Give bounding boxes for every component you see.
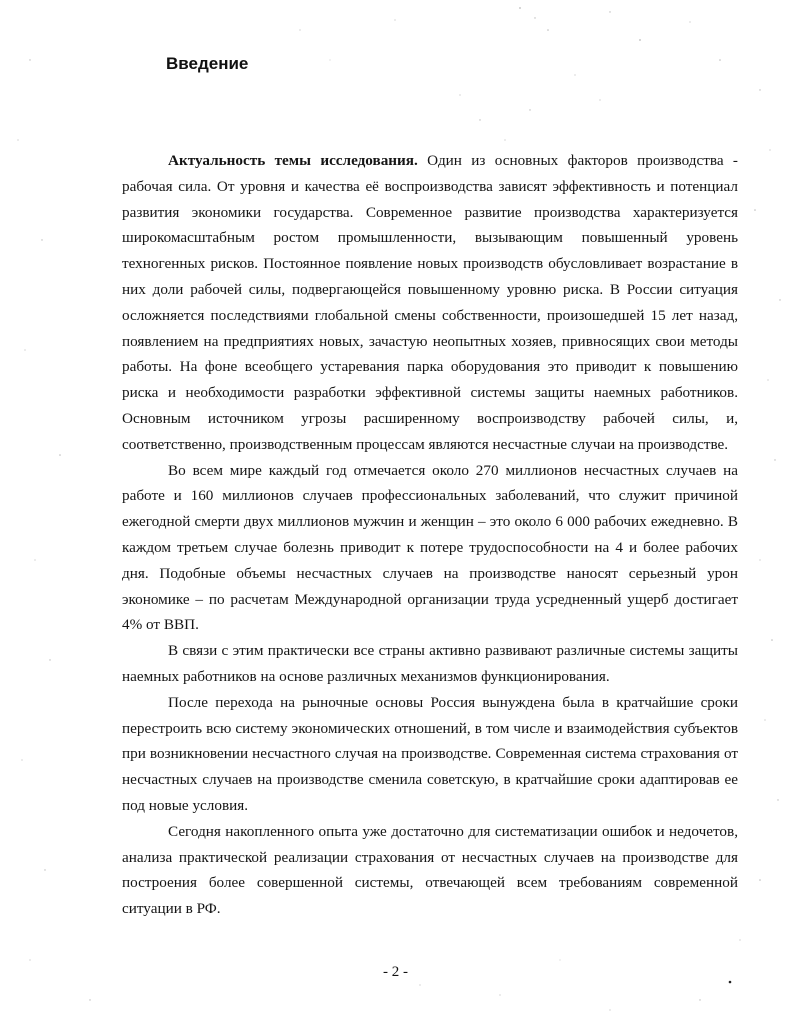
paragraph-4-text: После перехода на рыночные основы Россия вынуждена была в кратчайшие сроки перестроить всю систему экономических отношений, в том числе и взаимодействия субъектов при возникновении несчастного случая на производстве. Современная система страхования от несчастных случаев на производстве сменила советскую, в кратчайшие сроки адаптировав ее под новые условия. <box>122 693 738 814</box>
paragraph-2 <box>122 458 738 639</box>
paragraph-1-lead: Актуальность темы исследования. <box>168 152 418 169</box>
page-number: - 2 - <box>383 964 408 980</box>
page-title: Введение <box>166 54 249 73</box>
paragraph-2-text: Во всем мире каждый год отмечается около 270 миллионов несчастных случаев на работе и 160 миллионов случаев профессиональных заболеваний, что служит причиной ежегодной смерти двух миллионов мужчин и женщин – это около 6 000 рабочих ежедневно. В каждом третьем случае болезнь приводит к потере трудоспособности на 4 и более рабочих дня. Подобные объемы несчастных случаев на производстве наносят серьезный урон экономике – по расчетам Международной организации труда усредненный ущерб достигает 4% от ВВП. <box>122 461 738 634</box>
paragraph-3-text: В связи с этим практически все страны активно развивают различные системы защиты наемных работников на основе различных механизмов функционирования. <box>122 642 738 685</box>
paragraph-5-text: Сегодня накопленного опыта уже достаточно для систематизации ошибок и недочетов, анализа практической реализации страхования от несчастных случаев на производстве для построения более совершенной системы, отвечающей всем требованиям современной ситуации в РФ. <box>122 822 738 918</box>
paragraph-3 <box>122 638 738 690</box>
paragraph-1 <box>122 148 738 458</box>
paragraph-1-text: Один из основных факторов производства - рабочая сила. От уровня и качества её воспроизводства зависят эффективность и потенциал развития экономики государства. Современное развитие производства характеризуется широкомасштабным ростом промышленности, вызывающим повышенный уровень техногенных рисков. Постоянное появление новых производств обусловливает возрастание в них доли рабочей силы, подвергающейся повышенному уровню риска. В России ситуация осложняется последствиями глобальной смены собственности, произошедшей 15 лет назад, появлением на предприятиях новых, зачастую неопытных хозяев, привносящих свои методы работы. На фоне всеобщего устаревания парка оборудования это приводит к повышению риска и необходимости разработки эффективной системы защиты наемных работников. Основным источником угрозы расширенному воспроизводству рабочей силы, и, соответственно, производственным процессам являются несчастные случаи на производстве. <box>122 152 738 453</box>
paragraph-5 <box>122 819 738 922</box>
paragraph-4 <box>122 690 738 819</box>
body-text <box>122 148 738 922</box>
